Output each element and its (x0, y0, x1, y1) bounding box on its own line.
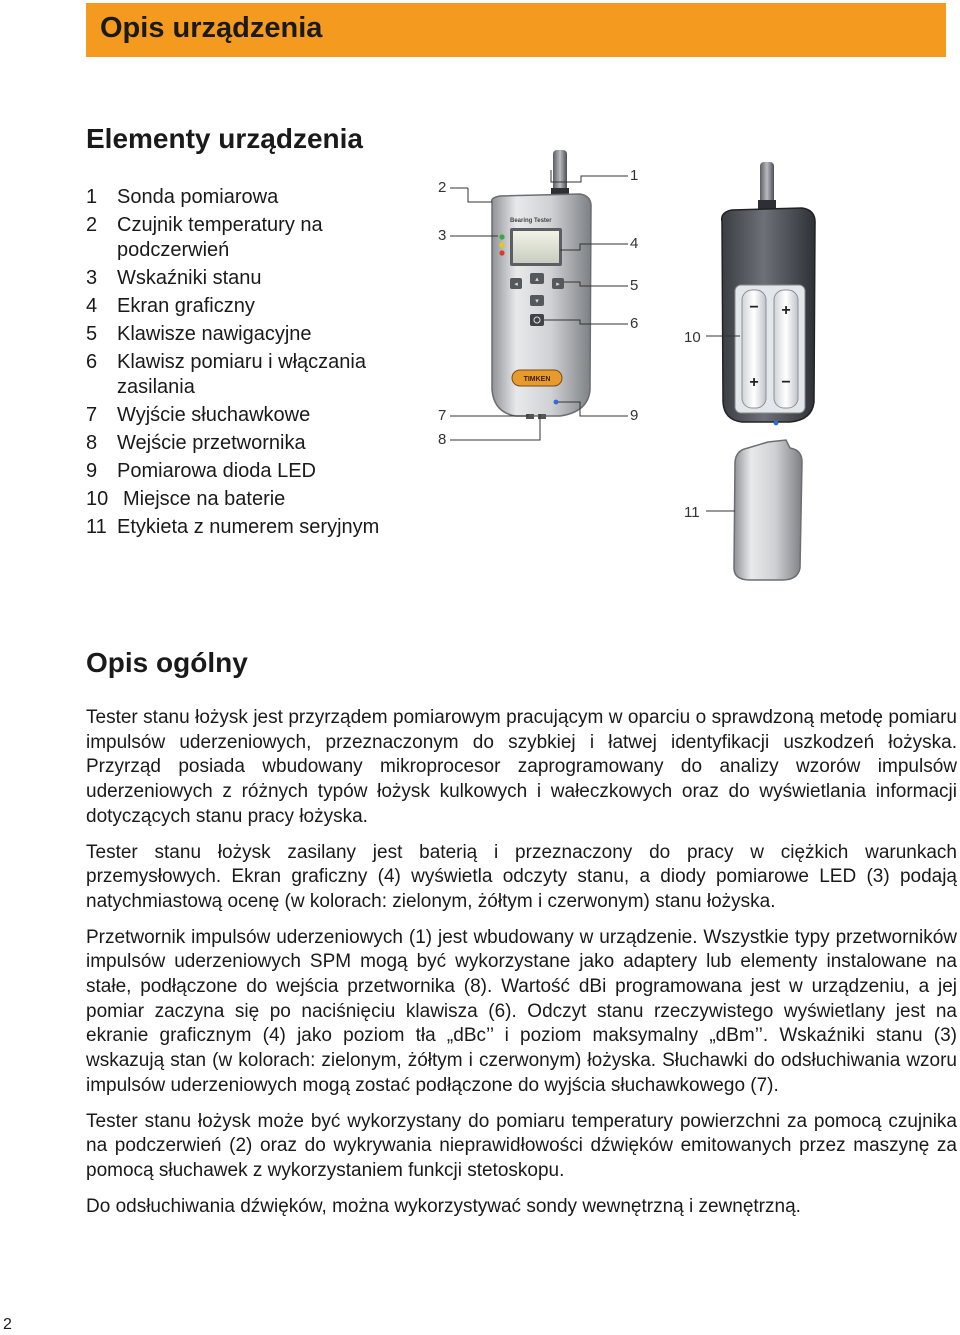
status-led-red (499, 250, 504, 255)
list-item-text: Wejście przetwornika (117, 432, 306, 454)
svg-text:▴: ▴ (535, 276, 539, 283)
overview-text (86, 706, 957, 1230)
front-view (492, 150, 591, 419)
svg-text:▸: ▸ (556, 281, 560, 288)
overview-heading: Opis ogólny (86, 647, 248, 678)
page-number: 2 (3, 1316, 12, 1333)
svg-text:9: 9 (630, 407, 639, 424)
svg-text:7: 7 (438, 407, 447, 424)
svg-text:5: 5 (630, 277, 639, 294)
svg-text:−: − (749, 299, 759, 316)
svg-text:10: 10 (684, 329, 701, 346)
back-callout-numbers (684, 329, 701, 521)
list-item-text: Ekran graficzny (117, 295, 255, 317)
svg-text:11: 11 (684, 504, 700, 521)
status-led-yellow (499, 242, 504, 247)
list-item: 11 Etykieta z numerem seryjnym (86, 516, 380, 538)
graphic-display (513, 231, 559, 263)
section-title: Opis urządzenia (100, 12, 323, 44)
device-illustration (430, 140, 950, 590)
back-view (722, 162, 815, 580)
elements-list (86, 185, 426, 543)
svg-text:TIMKEN: TIMKEN (523, 376, 551, 383)
svg-text:8: 8 (438, 431, 447, 448)
list-item: 3 Wskaźniki stanu (86, 267, 262, 289)
svg-text:▾: ▾ (535, 298, 539, 305)
paragraph: Do odsłuchiwania dźwięków, można wykorzystywać sondy wewnętrzną i zewnętrzną. (86, 1195, 801, 1217)
list-item: 9 Pomiarowa dioda LED (86, 460, 316, 482)
svg-text:3: 3 (438, 227, 447, 244)
list-item: 8 Wejście przetwornika (86, 432, 306, 454)
device-model-label: Bearing Tester (510, 218, 552, 224)
list-item: 4 Ekran graficzny (86, 295, 255, 317)
svg-text:◂: ◂ (514, 281, 518, 288)
section-header-bar (86, 3, 946, 57)
svg-text:1: 1 (630, 167, 639, 184)
list-item: 5 Klawisze nawigacyjne (86, 323, 312, 345)
list-item-text: Klawisze nawigacyjne (117, 323, 312, 345)
paragraph: Przetwornik impulsów uderzeniowych (1) jest wbudowany w urządzenie. Wszystkie typy przetworników impulsów uderzeniowych SPM mogą być wykorzystane jako adaptery lub elementy instalowane na stałe, podłączone do wejścia przetwornika (8). Wartość dBi programowana jest w urządzeniu, a jej pomiar zaczyna się po naciśnięciu klawisza (6). Odczyt stanu rzeczywistego wyświetlany jest na ekranie graficznym (4) jako poziom tła „dBc’’ i poziom maksymalny „dBm’’. Wskaźniki stanu (3) wskazują stan (w kolorach: zielonym, żółtym i czerwonym) łożyska. Słuchawki do odsłuchiwania wzoru impulsów uderzeniowych mogą zostać podłączone do wyjścia słuchawkowego (7). (86, 926, 957, 1096)
svg-text:+: + (781, 302, 791, 319)
list-item-text: Miejsce na baterie (123, 488, 286, 510)
list-item-text: Wskaźniki stanu (117, 267, 262, 289)
list-item-text: Etykieta z numerem seryjnym (117, 516, 380, 538)
list-item: 2 Czujnik temperatury na podczerwień (86, 213, 426, 263)
list-item-text: Klawisz pomiaru i włączania zasilania (117, 351, 366, 398)
list-item: 7 Wyjście słuchawkowe (86, 404, 311, 426)
paragraph: Tester stanu łożysk jest przyrządem pomiarowym pracującym w oparciu o sprawdzoną metodę pomiaru impulsów uderzeniowych, przeznaczonym do szybkiej i łatwej identyfikacji uszkodzeń łożyska. Przyrząd posiada wbudowany mikroprocesor zaprogramowany do analizy wzorów impulsów uderzeniowych z różnych typów łożysk kulkowych i wałeczkowych oraz do wyświetlania informacji dotyczących stanu pracy łożyska. (86, 707, 957, 827)
paragraph: Tester stanu łożysk może być wykorzystany do pomiaru temperatury powierzchni za pomocą czujnika na podczerwień (2) oraz do wykrywania nieprawidłowości dźwięków emitowanych przez maszynę za pomocą słuchawek z wykorzystaniem funkcji stetoskopu. (86, 1110, 957, 1181)
list-item-text: Pomiarowa dioda LED (117, 460, 316, 482)
paragraph: Tester stanu łożysk zasilany jest baterią i przeznaczony do pracy w ciężkich warunkach przemysłowych. Ekran graficzny (4) wyświetla odczyty stanu, a diody pomiarowe LED (3) podają natychmiastową ocenę (w kolorach: zielonym, żółtym i czerwonym) stanu łożyska. (86, 841, 957, 912)
measure-power-key (530, 314, 544, 326)
svg-text:4: 4 (630, 235, 639, 252)
list-item-text: Sonda pomiarowa (117, 186, 279, 208)
status-led-green (499, 234, 504, 239)
list-item-text: Czujnik temperatury na podczerwień (117, 214, 323, 261)
measurement-led (554, 400, 559, 405)
elements-heading: Elementy urządzenia (86, 123, 363, 154)
svg-text:+: + (749, 374, 759, 391)
list-item-text: Wyjście słuchawkowe (117, 404, 311, 426)
list-item: 1 Sonda pomiarowa (86, 186, 279, 208)
svg-text:6: 6 (630, 315, 639, 332)
svg-text:2: 2 (438, 179, 447, 196)
list-item: 10 Miejsce na baterie (86, 488, 286, 510)
transducer-input (538, 414, 546, 419)
battery-cover (734, 440, 802, 580)
svg-text:−: − (781, 374, 791, 391)
list-item: 6 Klawisz pomiaru i włączania zasilania (86, 350, 426, 400)
